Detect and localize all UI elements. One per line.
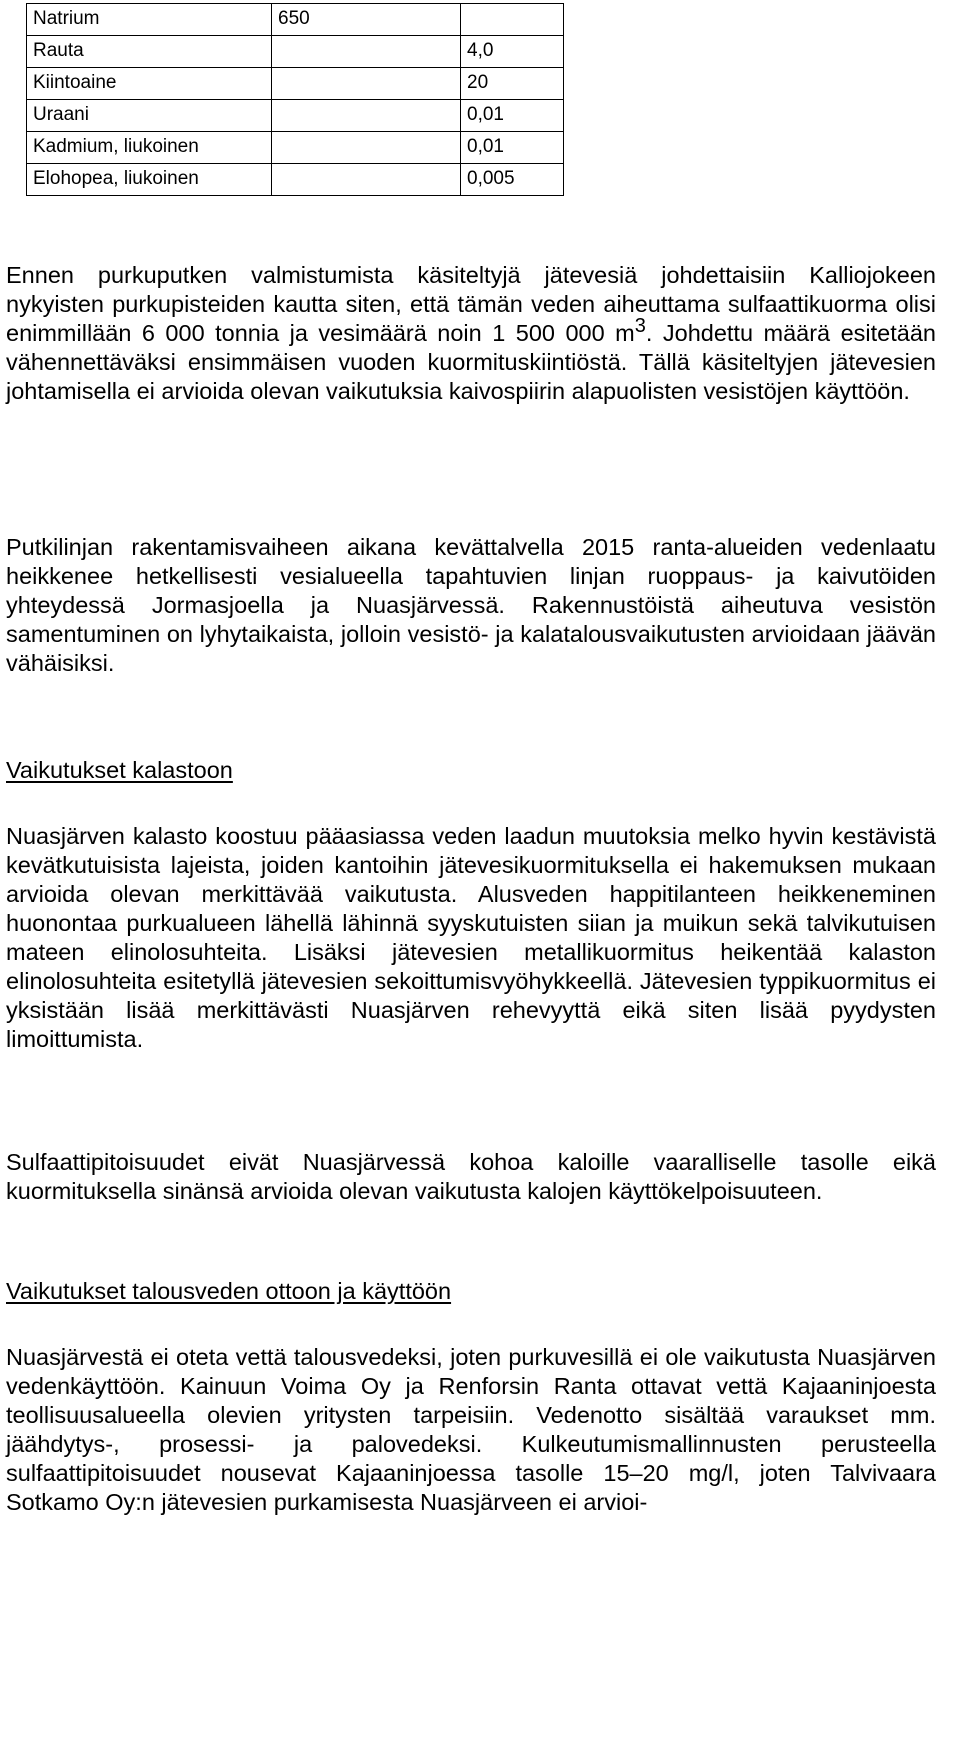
table-row [27, 36, 564, 68]
table-cell-value: 650 [272, 4, 461, 36]
paragraph-wastewater-discharge [6, 261, 936, 406]
paragraph-fish-stock: Nuasjärven kalasto koostuu pääasiassa veden laadun muutoksia melko hyvin kestävistä kevätkutuisista lajeista, joiden kantoihin jätevesikuormituksella ei hakemuksen mukaan arvioida olevan merkittävää vaikutusta. Alusveden happitilanteen heikkeneminen huonontaa purkualueen lähellä lähinnä syyskutuisten siian ja muikun sekä talvikutuisen mateen elinolosuhteita. Lisäksi jätevesien metallikuormitus heikentää kalaston elinolosuhteita esitetyllä jätevesien sekoittumisvyöhykkeellä. Jätevesien typpikuormitus ei yksistään lisää merkittävästi Nuasjärven rehevyyttä eikä siten lisää pyydysten limoittumista. [6, 823, 936, 1052]
superscript-cubic: 3 [634, 315, 646, 338]
table-cell-value [461, 4, 564, 36]
limit-values-table [26, 3, 564, 196]
paragraph-sulphate: Sulfaattipitoisuudet eivät Nuasjärvessä kohoa kaloille vaaralliselle tasolle eikä kuormituksella sinänsä arvioida olevan vaikutusta kalojen käyttökelpoisuuteen. [6, 1149, 936, 1204]
table-cell-value: 0,01 [461, 100, 564, 132]
table-cell-value: 0,005 [461, 164, 564, 196]
table-row [27, 4, 564, 36]
table-cell-substance: Kiintoaine [27, 68, 272, 100]
table-cell-value [272, 36, 461, 68]
paragraph-pipeline-construction: Putkilinjan rakentamisvaiheen aikana kevättalvella 2015 ranta-alueiden vedenlaatu heikkenee hetkellisesti vesialueella tapahtuvien linjan ruoppaus- ja kaivutöiden yhteydessä Jormasjoella ja Nuasjärvessä. Rakennustöistä aiheutuva vesistön samentuminen on lyhytaikaista, jolloin vesistö- ja kalatalousvaikutusten arvioidaan jäävän vähäisiksi. [6, 534, 936, 676]
paragraph-text: Ennen purkuputken valmistumista käsiteltyjä jätevesiä johdettaisiin Kalliojokeen nykyisten purkupisteiden kautta siten, että tämän veden aiheuttama sulfaattikuorma olisi enimmillään 6 000 tonnia ja vesimäärä noin 1 500 000 m [6, 262, 936, 346]
table-cell-value: 0,01 [461, 132, 564, 164]
table-cell-value [272, 132, 461, 164]
paragraph-text: . Johdettu määrä esitetään vähennettäväksi ensimmäisen vuoden kuormituskiintiöstä. Tällä käsiteltyjen jätevesien johtamisella ei arvioida olevan vaikutuksia kaivospiirin alapuolisten vesistöjen käyttöön. [6, 320, 936, 404]
table-cell-value: 4,0 [461, 36, 564, 68]
table-row [27, 68, 564, 100]
table-row [27, 132, 564, 164]
table-cell-substance: Elohopea, liukoinen [27, 164, 272, 196]
table-cell-substance: Uraani [27, 100, 272, 132]
table-cell-value [272, 100, 461, 132]
table-row [27, 164, 564, 196]
table-cell-substance: Kadmium, liukoinen [27, 132, 272, 164]
table-row [27, 100, 564, 132]
table-cell-substance: Rauta [27, 36, 272, 68]
table-cell-substance: Natrium [27, 4, 272, 36]
section-heading-fish: Vaikutukset kalastoon [6, 757, 233, 783]
table-cell-value [272, 68, 461, 100]
paragraph-water-intake: Nuasjärvestä ei oteta vettä talousvedeksi, joten purkuvesillä ei ole vaikutusta Nuasjärven vedenkäyttöön. Kainuun Voima Oy ja Renforsin Ranta ottavat vettä Kajaaninjoesta teollisuusalueella olevien yritysten tarpeisiin. Vedenotto sisältää varaukset mm. jäähdytys-, prosessi- ja palovedeksi. Kulkeutumismallinnusten perusteella sulfaattipitoisuudet nousevat Kajaaninjoessa tasolle 15–20 mg/l, joten Talvivaara Sotkamo Oy:n jätevesien purkamisesta Nuasjärveen ei arvioi- [6, 1344, 936, 1515]
table-cell-value: 20 [461, 68, 564, 100]
table-cell-value [272, 164, 461, 196]
section-heading-water-supply: Vaikutukset talousveden ottoon ja käyttöön [6, 1278, 452, 1304]
